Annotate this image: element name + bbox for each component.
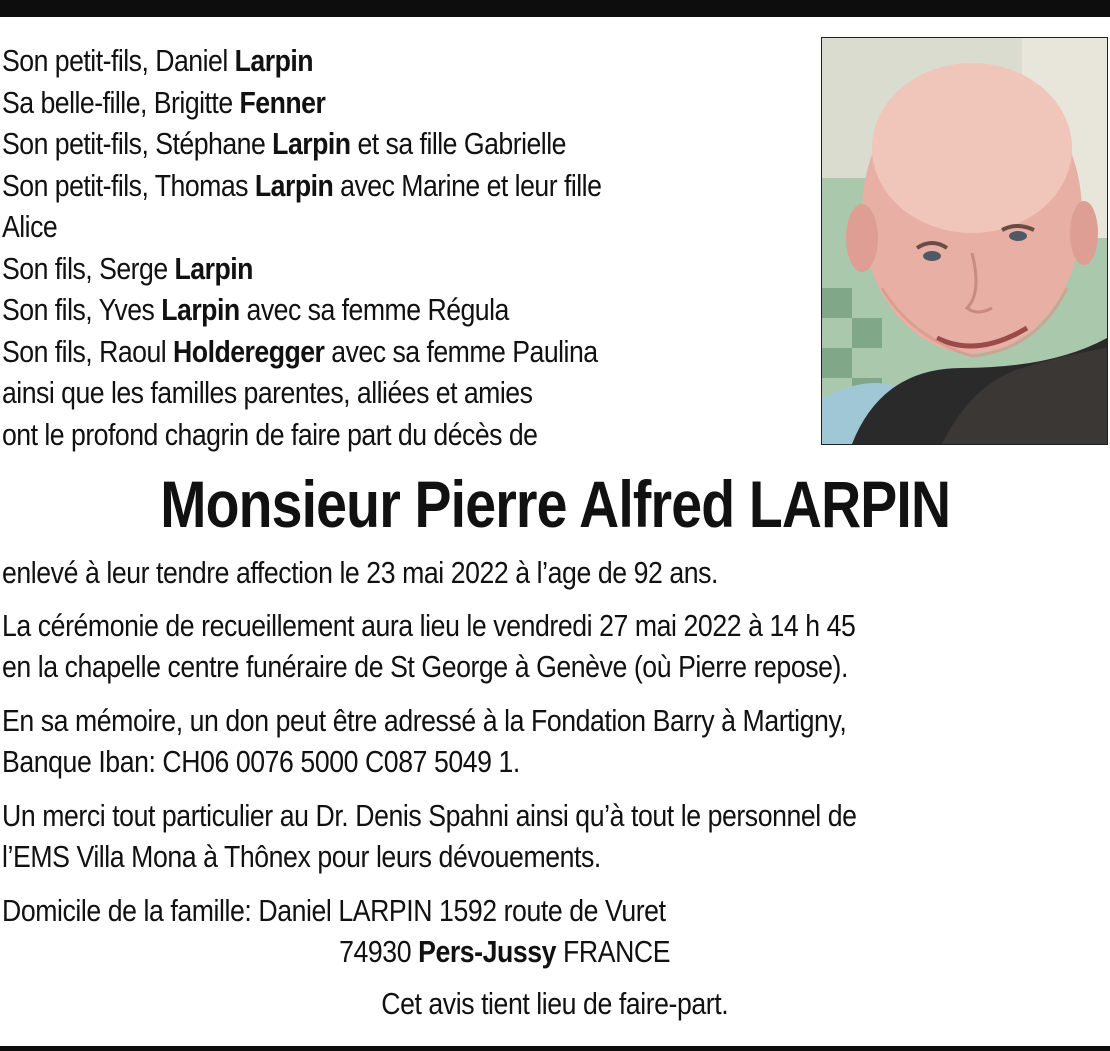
domicile-line: Domicile de la famille: Daniel LARPIN 1592 route de Vuret <box>2 893 666 928</box>
ceremony-line: La cérémonie de recueillement aura lieu le vendredi 27 mai 2022 à 14 h 45 <box>2 608 856 643</box>
thanks-line: Un merci tout particulier au Dr. Denis Spahni ainsi qu’à tout le personnel de <box>2 798 857 833</box>
thanks-line: l’EMS Villa Mona à Thônex pour leurs dévouements. <box>2 839 601 874</box>
mourner-line: Son petit-fils, Thomas Larpin avec Marine et leur fille <box>2 167 602 203</box>
portrait-photo <box>821 37 1108 445</box>
mourner-line: ainsi que les familles parentes, alliées et amies <box>2 375 533 410</box>
ceremony-paragraph <box>2 605 1110 687</box>
ceremony-line: en la chapelle centre funéraire de St George à Genève (où Pierre repose). <box>2 649 848 684</box>
mourner-line: Sa belle-fille, Brigitte Fenner <box>2 84 326 120</box>
thanks-paragraph <box>2 795 1110 877</box>
deceased-name-heading: Monsieur Pierre Alfred LARPIN <box>160 467 950 541</box>
donation-line: En sa mémoire, un don peut être adressé à la Fondation Barry à Martigny, <box>2 703 847 738</box>
domicile-address-line: 74930 Pers-Jussy FRANCE <box>339 934 671 969</box>
family-mourners-list <box>2 40 802 455</box>
bottom-border-rule <box>0 1046 1110 1051</box>
closing-note: Cet avis tient lieu de faire-part. <box>381 986 729 1021</box>
domicile-town: Pers-Jussy <box>418 934 557 969</box>
mourner-line: Son fils, Raoul Holderegger avec sa femme Paulina <box>2 333 598 369</box>
mourner-line: Alice <box>2 209 58 244</box>
age-line: enlevé à leur tendre affection le 23 mai 2022 à l’age de 92 ans. <box>2 555 719 590</box>
family-domicile <box>2 890 670 972</box>
mourner-line: Son fils, Yves Larpin avec sa femme Régula <box>2 292 509 327</box>
mourner-line: Son petit-fils, Stéphane Larpin et sa fille Gabrielle <box>2 126 566 161</box>
top-border-rule <box>0 0 1110 17</box>
mourner-line: ont le profond chagrin de faire part du décès de <box>2 416 538 452</box>
age-statement <box>2 552 1110 593</box>
mourner-line: Son petit-fils, Daniel Larpin <box>2 43 314 78</box>
donation-line: Banque Iban: CH06 0076 5000 C087 5049 1. <box>2 744 520 779</box>
mourner-line: Son fils, Serge Larpin <box>2 250 253 286</box>
donation-paragraph <box>2 700 1110 782</box>
